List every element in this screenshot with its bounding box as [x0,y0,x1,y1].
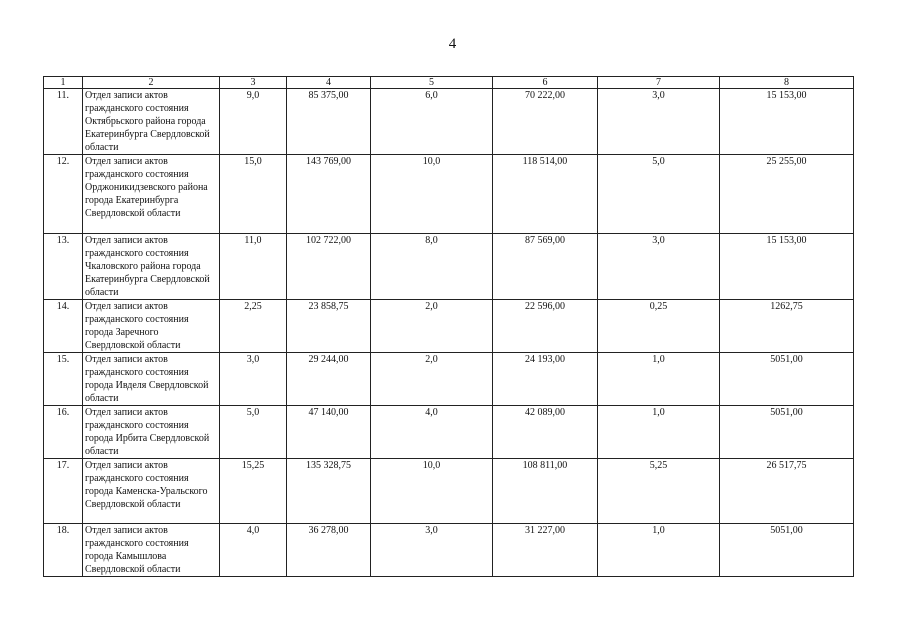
office-name: Отдел записи актов гражданского состояния города Ивделя Свердловской области [83,353,220,406]
cell-value: 118 514,00 [493,155,598,234]
cell-value: 5,0 [220,406,287,459]
cell-value: 5051,00 [720,524,854,577]
table-row [44,300,854,353]
office-name: Отдел записи актов гражданского состояния Орджоникидзевского района города Екатеринбурга Свердловской области [83,155,220,234]
table-row [44,524,854,577]
table-row [44,406,854,459]
cell-value: 3,0 [598,89,720,155]
cell-value: 2,25 [220,300,287,353]
office-name: Отдел записи актов гражданского состояния города Каменска-Уральского Свердловской области [83,459,220,524]
cell-value: 15,25 [220,459,287,524]
cell-value: 70 222,00 [493,89,598,155]
budget-table [43,76,854,577]
page-number: 4 [448,36,457,52]
cell-value: 108 811,00 [493,459,598,524]
cell-value: 24 193,00 [493,353,598,406]
row-number: 15. [44,353,83,406]
column-header: 2 [83,77,220,89]
cell-value: 3,0 [220,353,287,406]
cell-value: 6,0 [371,89,493,155]
cell-value: 5051,00 [720,353,854,406]
cell-value: 3,0 [371,524,493,577]
cell-value: 22 596,00 [493,300,598,353]
cell-value: 102 722,00 [287,234,371,300]
table-row [44,353,854,406]
column-header: 7 [598,77,720,89]
cell-value: 0,25 [598,300,720,353]
row-number: 12. [44,155,83,234]
cell-value: 5,25 [598,459,720,524]
cell-value: 135 328,75 [287,459,371,524]
cell-value: 8,0 [371,234,493,300]
office-name: Отдел записи актов гражданского состояния Октябрьского района города Екатеринбурга Свердловской области [83,89,220,155]
cell-value: 26 517,75 [720,459,854,524]
table-body [44,77,854,577]
cell-value: 2,0 [371,300,493,353]
column-header: 5 [371,77,493,89]
cell-value: 1,0 [598,406,720,459]
office-name: Отдел записи актов гражданского состояния города Заречного Свердловской области [83,300,220,353]
cell-value: 1,0 [598,524,720,577]
cell-value: 15 153,00 [720,89,854,155]
row-number: 18. [44,524,83,577]
table-header-row [44,77,854,89]
cell-value: 143 769,00 [287,155,371,234]
cell-value: 1262,75 [720,300,854,353]
office-name: Отдел записи актов гражданского состояния города Камышлова Свердловской области [83,524,220,577]
table-row [44,459,854,524]
cell-value: 15 153,00 [720,234,854,300]
office-name: Отдел записи актов гражданского состояния города Ирбита Свердловской области [83,406,220,459]
column-header: 3 [220,77,287,89]
cell-value: 42 089,00 [493,406,598,459]
cell-value: 87 569,00 [493,234,598,300]
row-number: 11. [44,89,83,155]
row-number: 16. [44,406,83,459]
cell-value: 3,0 [598,234,720,300]
column-header: 8 [720,77,854,89]
cell-value: 23 858,75 [287,300,371,353]
cell-value: 10,0 [371,155,493,234]
cell-value: 15,0 [220,155,287,234]
cell-value: 5,0 [598,155,720,234]
column-header: 6 [493,77,598,89]
cell-value: 5051,00 [720,406,854,459]
table-row [44,234,854,300]
table-row [44,155,854,234]
cell-value: 2,0 [371,353,493,406]
row-number: 13. [44,234,83,300]
cell-value: 29 244,00 [287,353,371,406]
cell-value: 9,0 [220,89,287,155]
cell-value: 85 375,00 [287,89,371,155]
cell-value: 11,0 [220,234,287,300]
cell-value: 4,0 [371,406,493,459]
cell-value: 31 227,00 [493,524,598,577]
cell-value: 36 278,00 [287,524,371,577]
cell-value: 47 140,00 [287,406,371,459]
office-name: Отдел записи актов гражданского состояния Чкаловского района города Екатеринбурга Свердловской области [83,234,220,300]
column-header: 1 [44,77,83,89]
row-number: 17. [44,459,83,524]
cell-value: 4,0 [220,524,287,577]
cell-value: 25 255,00 [720,155,854,234]
cell-value: 10,0 [371,459,493,524]
cell-value: 1,0 [598,353,720,406]
table-row [44,89,854,155]
column-header: 4 [287,77,371,89]
row-number: 14. [44,300,83,353]
